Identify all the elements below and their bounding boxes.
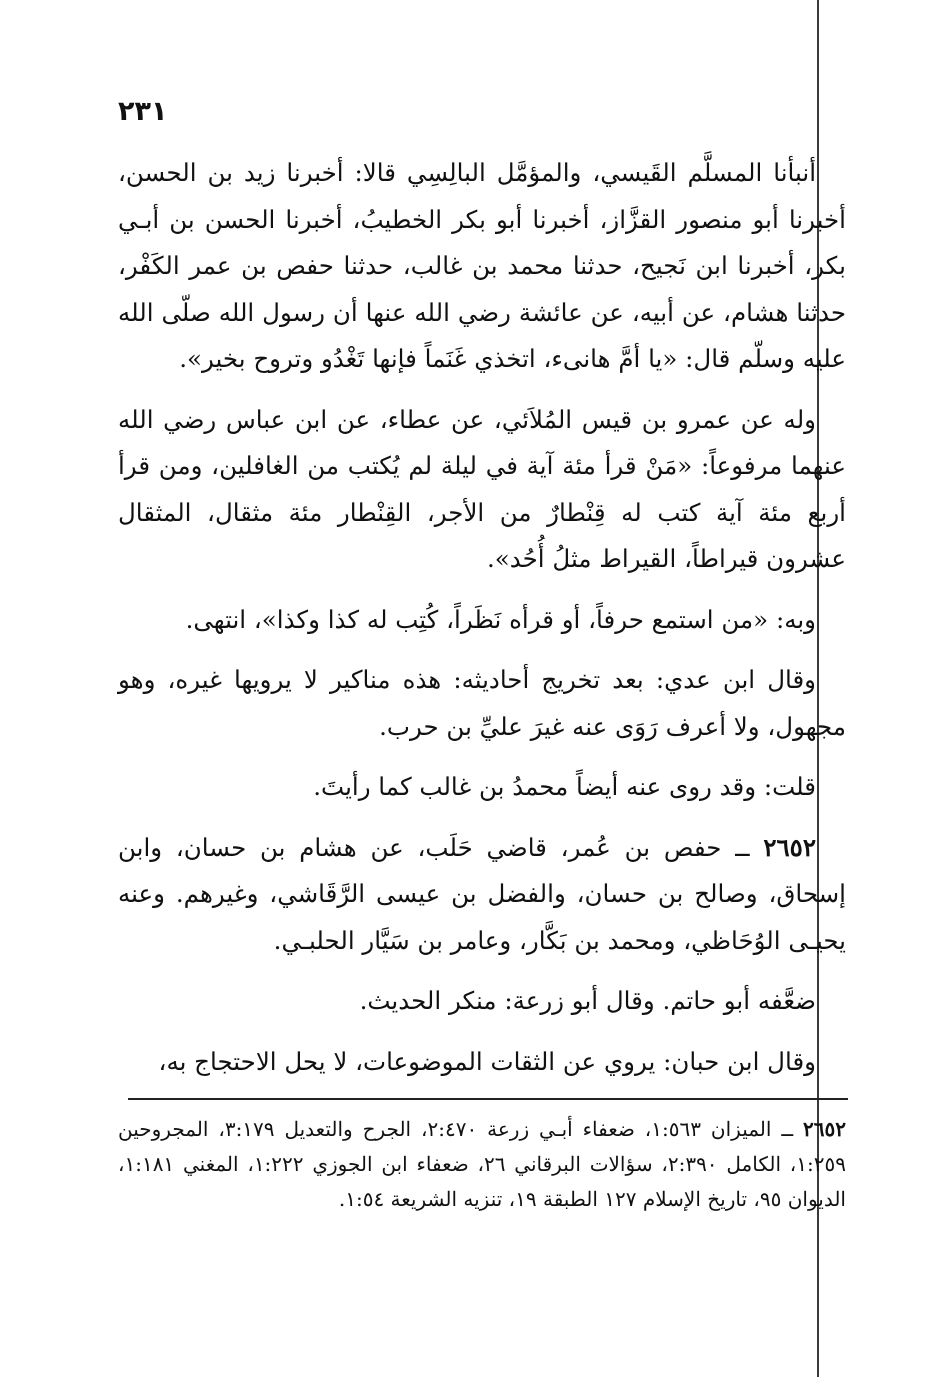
footnote-text: ــ الميزان ١:٥٦٣، ضعفاء أبـي زرعة ٢:٤٧٠، الجرح والتعديل ٣:١٧٩، المجروحين ١:٢٥٩، الكامل ٢:٣٩٠، سؤالات البرقاني ٢٦، ضعفاء ابن الجوزي ١:٢٢٢، المغني ١:١٨١، الديوان ٩٥، تاريخ الإسلام ١٢٧ الطبقة ١٩، تنزيه الشريعة ١:٥٤. [118,1117,846,1211]
footnote-entry [118,1112,846,1217]
page-number: ٢٣١ [118,96,168,127]
paragraph-ibn-abbas: وله عن عمرو بن قيس المُلاَئي، عن عطاء، عن ابن عباس رضي الله عنهما مرفوعاً: «مَنْ قرأ مئة آية في ليلة لم يُكتب من الغافلين، ومن قرأ أربع مئة آية كتب له قِنْطارٌ من الأجر، القِنْطار مئة مثقال، المثقال عشرون قيراطاً، القيراط مثلُ أُحُد». [118,404,846,573]
paragraph-wa-bihi: وبه: «من استمع حرفاً، أو قرأه نَظَراً، كُتِب له كذا وكذا»، انتهى. [185,604,816,634]
entry-text: ــ حفص بن عُمر، قاضي حَلَب، عن هشام بن حسان، وابن إسحاق، وصالح بن حسان، والفضل بن عيسى الرَّقَاشي، وغيرهم. وعنه يحيـى الوُحَاظي، ومحمد بن بَكَّار، وعامر بن سَيَّار الحلبـي. [118,832,846,955]
footnotes [118,1112,846,1217]
paragraph-entry-2652 [118,825,846,965]
footnote-number: ٢٦٥٢ [803,1117,846,1141]
main-text [118,150,846,1099]
paragraph-ibn-hibban: وقال ابن حبان: يروي عن الثقات الموضوعات، لا يحل الاحتجاج به، [158,1046,816,1076]
entry-number: ٢٦٥٢ [763,832,816,862]
paragraph-abu-hatim: ضعَّفه أبو حاتم. وقال أبو زرعة: منكر الحديث. [359,986,816,1015]
footnote-divider [128,1098,848,1100]
paragraph-ibn-adi: وقال ابن عدي: بعد تخريج أحاديثه: هذه مناكير لا يرويها غيره، وهو مجهول، ولا أعرف رَوَى عنه غيرَ عليِّ بن حرب. [118,665,846,741]
paragraph-isnad: أنبأنا المسلَّم القَيسي، والمؤمَّل البالِسِي قالا: أخبرنا زيد بن الحسن، أخبرنا أبو منصور القزَّاز، أخبرنا أبو بكر الخطيبُ، أخبرنا الحسن بن أبـي بكر، أخبرنا ابن نَجيح، حدثنا محمد بن غالب، حدثنا حفص بن عمر الكَفْر، حدثنا هشام، عن أبيه، عن عائشة رضي الله عنها أن رسول الله صلّى الله عليه وسلّم قال: «يا أمَّ هانىء، اتخذي غَنَماً فإنها تَغْدُو وتروح بخير». [118,158,846,373]
paragraph-qultu: قلت: وقد روى عنه أيضاً محمدُ بن غالب كما رأيتَ. [313,772,816,801]
